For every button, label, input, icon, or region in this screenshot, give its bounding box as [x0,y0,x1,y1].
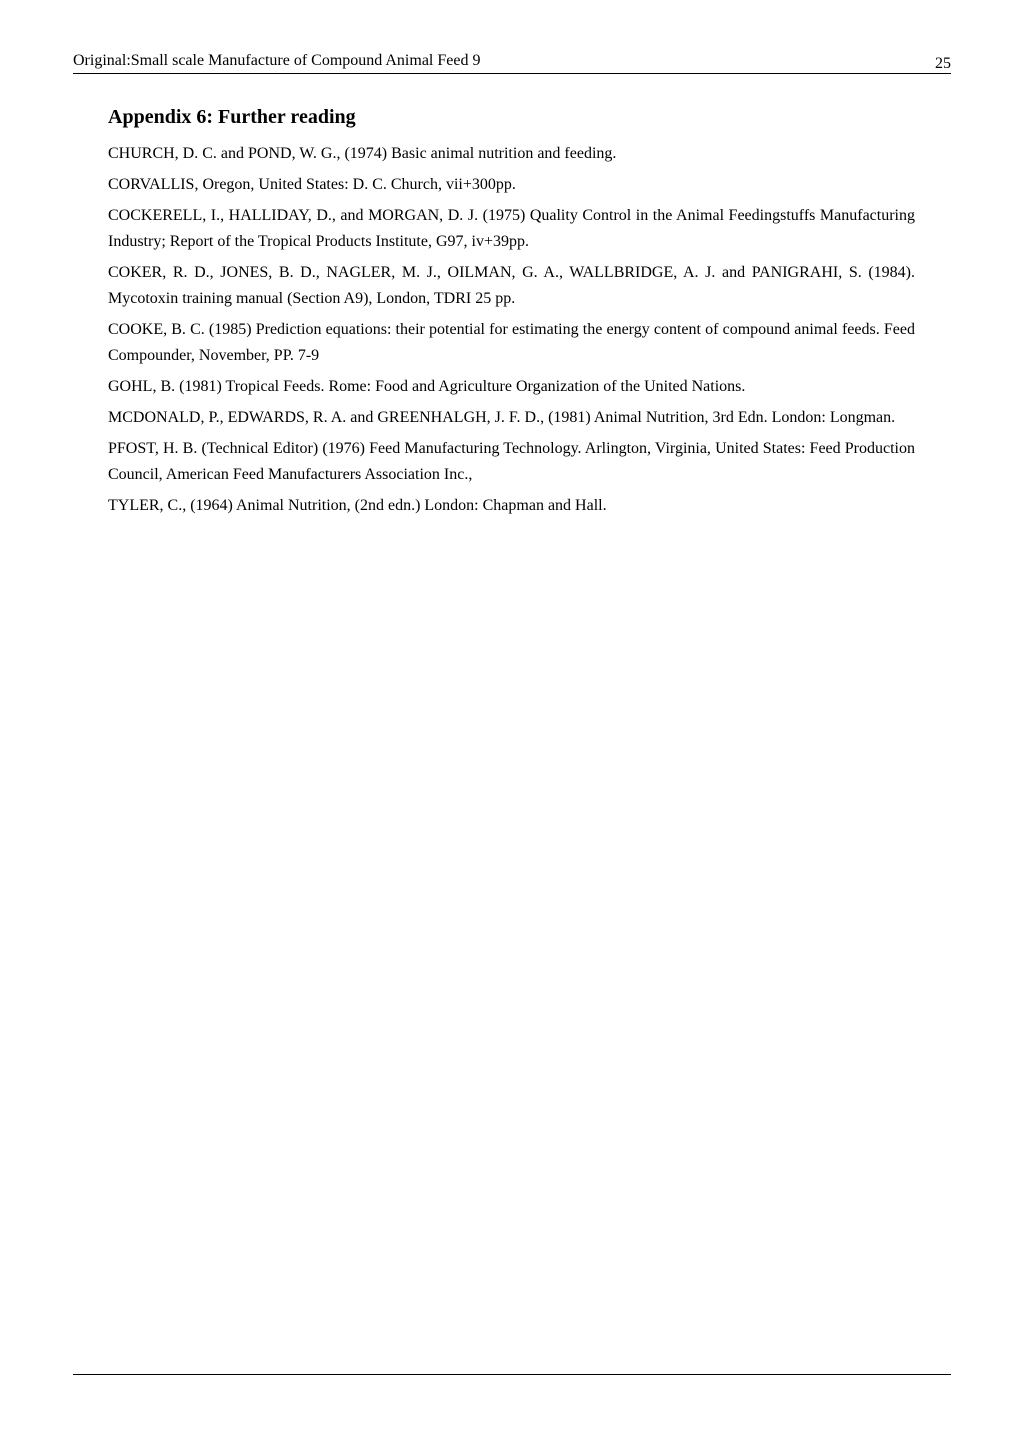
footer-divider [73,1374,951,1375]
reference-item: CORVALLIS, Oregon, United States: D. C. Church, vii+300pp. [108,176,516,193]
reference-item: GOHL, B. (1981) Tropical Feeds. Rome: Food and Agriculture Organization of the United Nations. [108,378,746,395]
reference-item: COKER, R. D., JONES, B. D., NAGLER, M. J., OILMAN, G. A., WALLBRIDGE, A. J. and PANIGRAHI, S. (1984). Mycotoxin training manual (Section A9), London, TDRI 25 pp. [108,264,915,307]
reference-item: COCKERELL, I., HALLIDAY, D., and MORGAN, D. J. (1975) Quality Control in the Animal Feedingstuffs Manufacturing Industry; Report of the Tropical Products Institute, G97, iv+39pp. [108,207,915,250]
reference-item: TYLER, C., (1964) Animal Nutrition, (2nd edn.) London: Chapman and Hall. [108,497,607,514]
reference-item: MCDONALD, P., EDWARDS, R. A. and GREENHALGH, J. F. D., (1981) Animal Nutrition, 3rd Edn. London: Longman. [108,409,896,426]
reference-item: COOKE, B. C. (1985) Prediction equations: their potential for estimating the energy content of compound animal feeds. Feed Compounder, November, PP. 7-9 [108,321,915,364]
reference-item: PFOST, H. B. (Technical Editor) (1976) Feed Manufacturing Technology. Arlington, Virginia, United States: Feed Production Council, American Feed Manufacturers Association Inc., [108,440,915,483]
page-header [73,50,951,74]
page-content [108,104,915,524]
section-heading: Appendix 6: Further reading [108,106,356,128]
page-number: 25 [935,55,951,72]
running-header-title: Original:Small scale Manufacture of Compound Animal Feed 9 [73,52,481,69]
reference-item: CHURCH, D. C. and POND, W. G., (1974) Basic animal nutrition and feeding. [108,145,617,162]
